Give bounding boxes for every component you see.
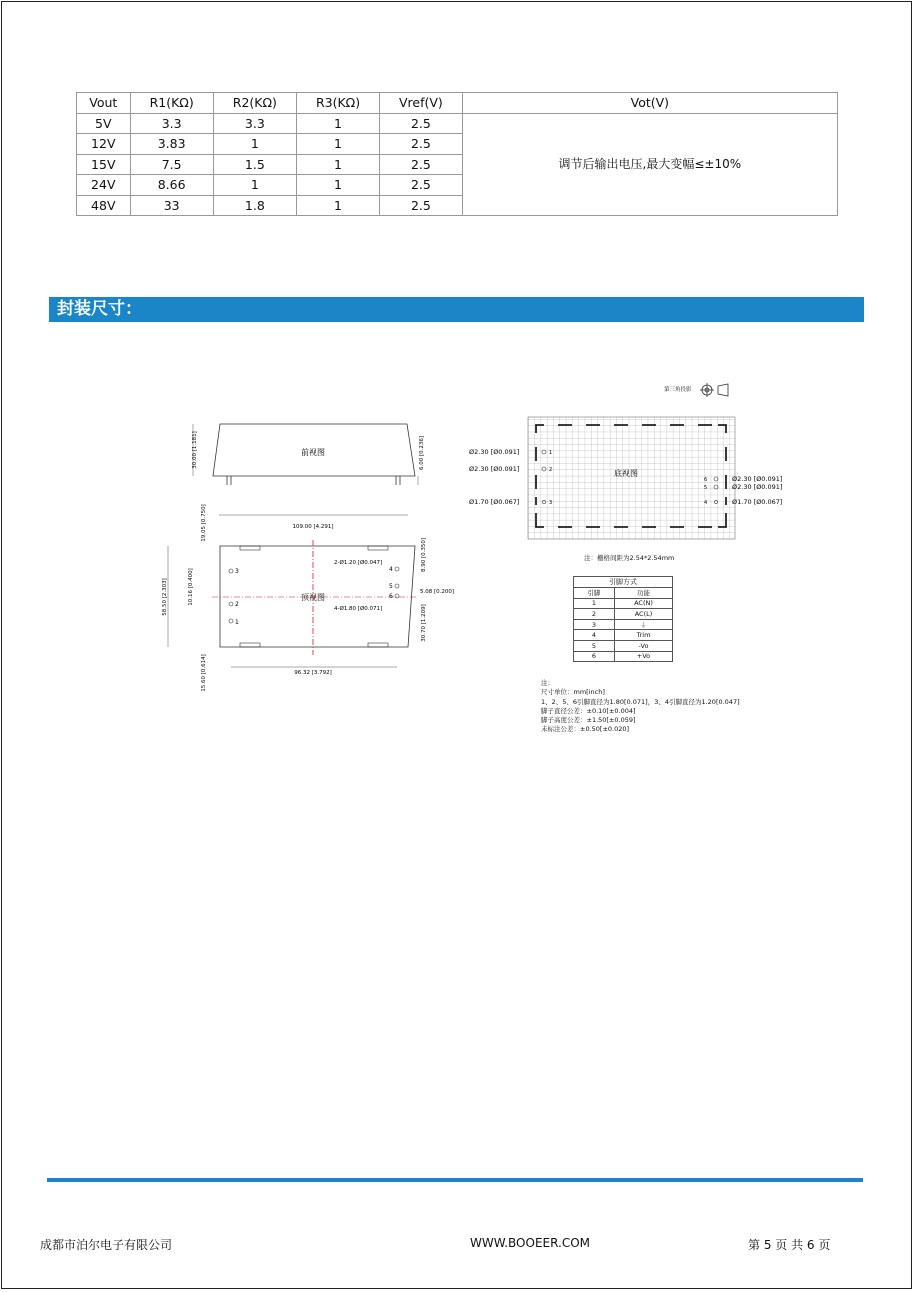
cell: 1: [296, 154, 379, 175]
col-vout: Vout: [77, 93, 131, 114]
cell: 1.8: [213, 195, 296, 216]
dim-hole-large: 4-Ø1.80 [Ø0.071]: [334, 606, 383, 612]
table-row: [574, 640, 673, 651]
cell: 2: [574, 609, 615, 620]
resistor-table: [76, 92, 838, 216]
bv-dim-right-3: Ø1.70 [Ø0.067]: [732, 498, 783, 506]
bv-pin-6: 6: [704, 477, 708, 483]
pin-label-5: 5: [389, 583, 393, 590]
table-row: [77, 113, 838, 134]
vot-note: 调节后输出电压,最大变幅≤±10%: [462, 113, 837, 216]
table-row: [574, 630, 673, 641]
section-title-bar: [49, 297, 864, 322]
note-line: 脚子直径公差：±0.10[±0.004]: [541, 706, 636, 715]
note-line: 未标注公差：±0.50[±0.020]: [541, 725, 630, 734]
note-line: 注：: [541, 679, 554, 687]
cell: -Vo: [614, 640, 672, 651]
cell: +Vo: [614, 651, 672, 662]
pin-col-pin: 引脚: [574, 588, 615, 599]
bv-dim-left-3: Ø1.70 [Ø0.067]: [469, 498, 520, 506]
cell: 4: [574, 630, 615, 641]
cell: 2.5: [380, 175, 463, 196]
table-header-row: [77, 93, 838, 114]
pin-label-3: 3: [235, 568, 239, 575]
dim-length: 109.00 [4.291]: [292, 524, 334, 530]
cell: 1: [296, 134, 379, 155]
cell: 2.5: [380, 113, 463, 134]
note-line: 1、2、5、6引脚直径为1.80[0.071]，3、4引脚直径为1.20[0.047]: [541, 697, 740, 706]
cell: 33: [130, 195, 213, 216]
cell: 1: [296, 195, 379, 216]
bv-pin-5: 5: [704, 485, 708, 491]
cell: 15V: [77, 154, 131, 175]
cell: AC(N): [614, 598, 672, 609]
cell: 12V: [77, 134, 131, 155]
table-row: [574, 651, 673, 662]
col-r2: R2(KΩ): [213, 93, 296, 114]
cell: 2.5: [380, 195, 463, 216]
cell: 3.3: [213, 113, 296, 134]
bottom-view: [469, 417, 782, 539]
pin-table-title: 引脚方式: [574, 577, 673, 588]
cell: 5: [574, 640, 615, 651]
footer-page-number: 第 5 页 共 6 页: [748, 1238, 831, 1252]
pin-label-2: 2: [235, 601, 239, 608]
dim-pin-pitch: 10.16 [0.400]: [188, 568, 194, 606]
footer-company: 成都市泊尔电子有限公司: [40, 1238, 173, 1252]
grid-note: 注：栅格间距为2.54*2.54mm: [584, 554, 675, 562]
dim-top-offset: 19.05 [0.750]: [201, 504, 207, 542]
bv-pin-4: 4: [704, 500, 708, 506]
cell: 7.5: [130, 154, 213, 175]
cell: 1: [213, 134, 296, 155]
dim-pin-span: 96.32 [3.792]: [294, 670, 332, 676]
footer-website[interactable]: WWW.BOOEER.COM: [470, 1236, 591, 1250]
dim-3070: 30.70 [1.209]: [421, 604, 427, 642]
pin-label-6: 6: [389, 593, 393, 600]
col-r1: R1(KΩ): [130, 93, 213, 114]
drawing-notes: [541, 679, 740, 735]
bv-dim-left-2: Ø2.30 [Ø0.091]: [469, 465, 520, 473]
bv-dim-right-1: Ø2.30 [Ø0.091]: [732, 475, 783, 483]
pin-col-function: 功能: [614, 588, 672, 599]
front-view: [192, 424, 425, 485]
cell: 8.66: [130, 175, 213, 196]
note-line: 尺寸单位：mm[inch]: [541, 688, 605, 697]
cell: 6: [574, 651, 615, 662]
pin-label-1: 1: [235, 619, 239, 626]
dim-width: 58.50 [2.303]: [162, 578, 168, 616]
dim-890: 8.90 [0.350]: [421, 537, 427, 573]
projection-label: 第三角投影: [664, 387, 692, 393]
cell: 3.83: [130, 134, 213, 155]
dim-508: 5.08 [0.200]: [420, 589, 455, 595]
cell: 1: [296, 113, 379, 134]
table-row: [574, 598, 673, 609]
pin-table: [573, 576, 673, 662]
pin-label-4: 4: [389, 566, 393, 573]
dim-bottom-offset: 15.60 [0.614]: [201, 654, 207, 692]
dim-hole-small: 2-Ø1.20 [Ø0.047]: [334, 560, 383, 566]
table-row: [574, 619, 673, 630]
bv-pin-2: 2: [549, 467, 553, 473]
cell: 24V: [77, 175, 131, 196]
cell: Trim: [614, 630, 672, 641]
col-vot: Vot(V): [462, 93, 837, 114]
bv-pin-1: 1: [549, 450, 553, 456]
bottom-view-label: 底视图: [614, 469, 638, 478]
cell: 2.5: [380, 134, 463, 155]
projection-symbol-icon: [700, 383, 728, 397]
cell: 3.3: [130, 113, 213, 134]
dim-pin-length: 6.00 [0.236]: [419, 435, 425, 471]
cell: 48V: [77, 195, 131, 216]
bv-dim-right-2: Ø2.30 [Ø0.091]: [732, 483, 783, 491]
table-row: [574, 609, 673, 620]
cell: 1: [296, 175, 379, 196]
top-view-label: 顶视图: [301, 593, 325, 602]
cell: 1: [574, 598, 615, 609]
col-vref: Vref(V): [380, 93, 463, 114]
top-view: [162, 504, 454, 692]
ground-icon: ⏚: [614, 619, 672, 630]
dim-height: 30.00 [1.181]: [192, 431, 198, 469]
cell: AC(L): [614, 609, 672, 620]
cell: 1: [213, 175, 296, 196]
footer-rule: [47, 1178, 863, 1182]
col-r3: R3(KΩ): [296, 93, 379, 114]
cell: 1.5: [213, 154, 296, 175]
cell: 3: [574, 619, 615, 630]
front-view-label: 前视图: [301, 448, 325, 457]
cell: 2.5: [380, 154, 463, 175]
section-title: 封装尺寸：: [57, 299, 142, 319]
bv-dim-left-1: Ø2.30 [Ø0.091]: [469, 448, 520, 456]
cell: 5V: [77, 113, 131, 134]
bv-pin-3: 3: [549, 500, 553, 506]
note-line: 脚子高度公差：±1.50[±0.059]: [541, 716, 636, 725]
